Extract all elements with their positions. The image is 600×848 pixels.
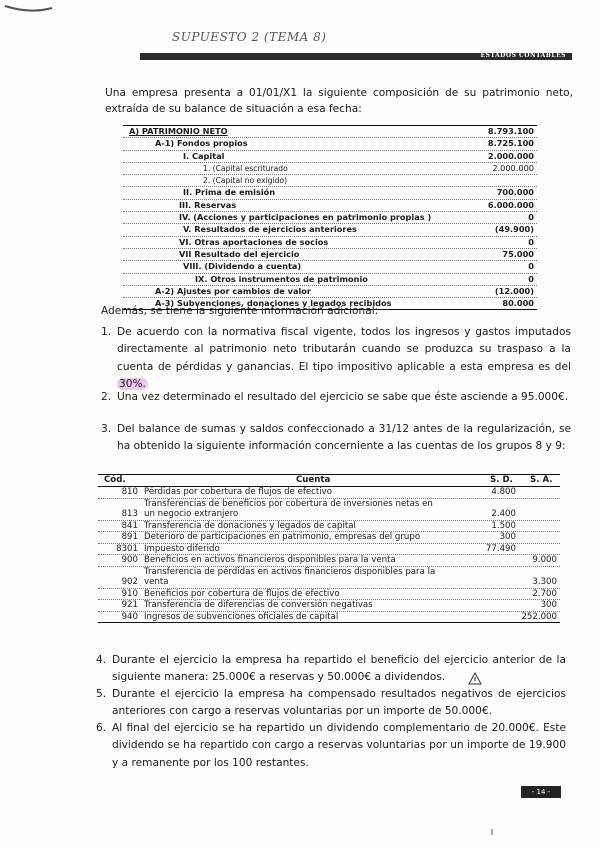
patrimonio-row	[123, 200, 537, 212]
item-text: Durante el ejercicio la empresa ha compensado resultados negativos de ejercicios anteriores con cargo a reservas voluntarias por un importe de 50.000€.	[112, 688, 566, 718]
patrimonio-value: 0	[528, 273, 534, 284]
patrimonio-value: (49.900)	[494, 224, 534, 235]
col-cuenta-header: Cuenta	[296, 475, 331, 485]
patrimonio-label: A-2) Ajustes por cambios de valor	[155, 285, 311, 296]
patrimonio-value: 80.000	[502, 298, 534, 309]
handwritten-note: SUPUESTO 2 (TEMA 8)	[172, 30, 327, 44]
highlighted-rate: 30%.	[119, 377, 146, 390]
account-debit: 1.500	[491, 520, 516, 531]
section-header-bar	[140, 53, 572, 60]
account-row	[98, 567, 560, 589]
info-item	[101, 421, 571, 473]
account-code: 910	[121, 588, 138, 599]
item-text-block	[117, 421, 571, 456]
account-code: 8301	[116, 543, 138, 554]
account-code: 813	[121, 509, 138, 519]
patrimonio-row	[123, 224, 537, 236]
item-number: 3.	[101, 423, 112, 435]
additional-info-heading: Además, se tiene la siguiente información adicional:	[101, 305, 379, 317]
col-cod-header: Cód.	[104, 475, 126, 485]
patrimonio-row	[123, 286, 537, 298]
item-text-block	[117, 324, 571, 393]
account-credit: 252.000	[521, 611, 557, 622]
account-row	[98, 521, 560, 533]
patrimonio-value: 2.000.000	[492, 162, 534, 173]
patrimonio-value: 700.000	[496, 187, 534, 198]
item-text: Al final del ejercicio se ha repartido un dividendo complementario de 20.000€. Este dividendo se ha repartido con cargo a reservas voluntarias por un importe de 19.900 y a remanente por los 100 restantes.	[112, 722, 566, 769]
col-sa-header: S. A.	[530, 475, 553, 485]
item-number: 2.	[101, 391, 112, 403]
patrimonio-row	[123, 126, 537, 138]
account-debit: 2.400	[491, 509, 516, 519]
patrimonio-row	[123, 151, 537, 163]
account-row	[98, 555, 560, 567]
patrimonio-label: 1. (Capital escriturado	[203, 163, 288, 173]
patrimonio-value: 8.725.100	[487, 138, 534, 149]
account-code: 810	[121, 487, 138, 497]
info-item	[101, 389, 571, 424]
item-text: Durante el ejercicio la empresa ha repartido el beneficio del ejercicio anterior de la siguiente manera: 25.000€ a reservas y 50.000€ a dividendos.	[112, 654, 566, 684]
patrimonio-label: IV. (Acciones y participaciones en patrimonio propias )	[179, 212, 432, 223]
patrimonio-label: IX. Otros instrumentos de patrimonio	[195, 273, 368, 284]
patrimonio-value: 0	[528, 236, 534, 247]
accounts-table	[98, 474, 560, 623]
account-credit: 300	[540, 600, 557, 610]
account-name: Ingresos de subvenciones oficiales de capital	[144, 611, 339, 622]
warning-triangle-icon	[468, 672, 482, 686]
patrimonio-row	[123, 212, 537, 224]
account-name: Pérdidas por cobertura de flujos de efectivo	[144, 487, 332, 497]
account-name: Transferencia de donaciones y legados de capital	[144, 520, 356, 531]
patrimonio-label: II. Prima de emisión	[183, 187, 276, 198]
section-title: ESTADOS CONTABLES	[480, 52, 566, 59]
account-name: Deterioro de participaciones en patrimonio, empresas del grupo	[144, 532, 421, 542]
account-row	[98, 589, 560, 601]
patrimonio-row	[123, 163, 537, 175]
account-debit: 4.800	[491, 487, 516, 497]
patrimonio-value: 0	[528, 261, 534, 272]
page-stamp: - 14 -	[521, 786, 561, 798]
patrimonio-value: 0	[528, 212, 534, 223]
account-row	[98, 612, 560, 623]
account-code: 940	[121, 611, 138, 622]
patrimonio-row	[123, 138, 537, 150]
patrimonio-value: (12.000)	[494, 285, 534, 296]
patrimonio-value: 6.000.000	[487, 199, 534, 210]
patrimonio-row	[123, 175, 537, 187]
patrimonio-label: I. Capital	[183, 150, 225, 161]
account-name: Transferencia de pérdidas en activos financieros disponibles para la venta	[144, 566, 436, 587]
account-name: Transferencias de beneficios por cobertura de inversiones netas en un negocio extranjero	[144, 498, 433, 519]
account-code: 891	[121, 532, 138, 542]
info-item	[101, 324, 571, 393]
patrimonio-label: A) PATRIMONIO NETO	[129, 126, 228, 136]
patrimonio-label: 2. (Capital no exigido)	[203, 176, 288, 186]
patrimonio-value: 2.000.000	[487, 150, 534, 161]
item-number: 1.	[101, 326, 112, 338]
account-name: Transferencia de diferencias de conversión negativas	[144, 600, 373, 610]
patrimonio-row	[123, 274, 537, 286]
scan-speck	[491, 829, 493, 835]
patrimonio-row	[123, 237, 537, 249]
item-text: De acuerdo con la normativa fiscal vigente, todos los ingresos y gastos imputados directamente al patrimonio neto tributarán cuando se produzca su traspaso a la cuenta de pérdidas y ganancias. El tipo impositivo aplicable a esta empresa es del	[117, 326, 571, 373]
account-credit: 2.700	[532, 588, 557, 599]
account-name: Impuesto diferido	[144, 543, 220, 554]
patrimonio-label: VI. Otras aportaciones de socios	[179, 236, 329, 247]
account-row	[98, 487, 560, 499]
account-debit: 77.490	[485, 543, 516, 554]
account-credit: 3.300	[532, 577, 557, 587]
item-number: 5.	[96, 688, 107, 700]
col-sd-header: S. D.	[490, 475, 513, 485]
patrimonio-row	[123, 261, 537, 273]
account-row	[98, 499, 560, 521]
patrimonio-label: III. Reservas	[179, 199, 237, 210]
accounts-table-header	[98, 475, 560, 487]
patrimonio-neto-table	[123, 125, 537, 310]
item-number: 6.	[96, 722, 107, 734]
patrimonio-value: 8.793.100	[487, 126, 534, 136]
item-number: 4.	[96, 654, 107, 666]
patrimonio-label: A-3) Subvenciones, donaciones y legados recibidos	[155, 298, 392, 309]
item-text: Del balance de sumas y saldos confeccionado a 31/12 antes de la regularización, se ha obtenido la siguiente información concerniente a las cuentas de los grupos 8 y 9:	[117, 423, 571, 453]
account-code: 921	[121, 600, 138, 610]
account-code: 902	[121, 577, 138, 587]
item-text-block	[117, 389, 571, 406]
patrimonio-row	[123, 187, 537, 199]
account-name: Beneficios en activos financieros disponibles para la venta	[144, 555, 396, 565]
account-row	[98, 544, 560, 556]
account-code: 900	[121, 555, 138, 565]
intro-paragraph: Una empresa presenta a 01/01/X1 la siguiente composición de su patrimonio neto, extraída de su balance de situación a esa fecha:	[105, 87, 573, 115]
patrimonio-row	[123, 249, 537, 261]
item-text: Una vez determinado el resultado del ejercicio se sabe que éste asciende a 95.000€.	[117, 391, 569, 403]
account-name: Beneficios por cobertura de flujos de efectivo	[144, 588, 340, 599]
account-debit: 300	[499, 532, 516, 542]
patrimonio-label: A-1) Fondos propios	[155, 138, 248, 149]
account-credit: 9.000	[532, 555, 557, 565]
account-row	[98, 600, 560, 612]
patrimonio-label: VII Resultado del ejercicio	[179, 248, 300, 259]
account-row	[98, 532, 560, 544]
patrimonio-label: VIII. (Dividendo a cuenta)	[183, 261, 302, 272]
patrimonio-label: V. Resultados de ejercicios anteriores	[183, 224, 357, 235]
patrimonio-value: 75.000	[502, 248, 534, 259]
account-code: 841	[121, 520, 138, 531]
